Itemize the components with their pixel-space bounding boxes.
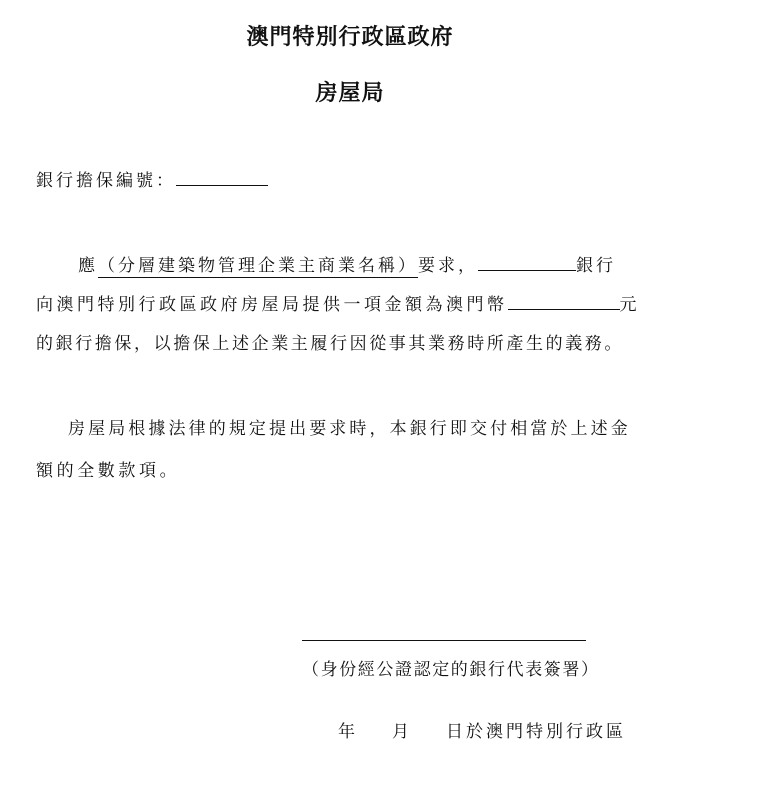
- amount-blank[interactable]: [508, 293, 620, 310]
- date-day-place: 日於澳門特別行政區: [446, 722, 626, 742]
- page-subtitle: 房屋局: [315, 80, 385, 106]
- page-title: 澳門特別行政區政府: [246, 24, 454, 50]
- para1-line2-text: 向澳門特別行政區政府房屋局提供一項金額為澳門幣: [36, 295, 508, 315]
- date-year: 年: [338, 722, 358, 742]
- para1-line3: 的銀行擔保，以擔保上述企業主履行因從事其業務時所產生的義務。: [36, 334, 624, 354]
- para2-line1-text: 房屋局根據法律的規定提出要求時，本銀行即交付相當於上述金: [68, 419, 631, 439]
- date-month: 月: [392, 722, 412, 742]
- company-name-field[interactable]: （分層建築物管理企業主商業名稱）: [98, 256, 418, 276]
- date-place-line: [338, 717, 626, 742]
- para1-word-bank: 銀行: [576, 256, 616, 276]
- currency-unit: 元: [619, 295, 640, 315]
- para2-line2: 額的全數款項。: [36, 461, 181, 481]
- para1-word-ying: 應: [78, 256, 98, 276]
- para1-line2: [36, 290, 640, 315]
- guarantee-number-label: 銀行擔保編號：: [36, 171, 176, 191]
- para2-line1: [36, 414, 631, 439]
- para1-line1: [36, 251, 616, 276]
- guarantee-number-blank[interactable]: [176, 169, 268, 186]
- para1-word-request: 要求，: [418, 256, 478, 276]
- guarantee-number-row: [36, 166, 268, 191]
- signature-line[interactable]: [302, 640, 586, 641]
- signature-caption: （身份經公證認定的銀行代表簽署）: [302, 660, 600, 680]
- bank-name-blank[interactable]: [478, 254, 576, 271]
